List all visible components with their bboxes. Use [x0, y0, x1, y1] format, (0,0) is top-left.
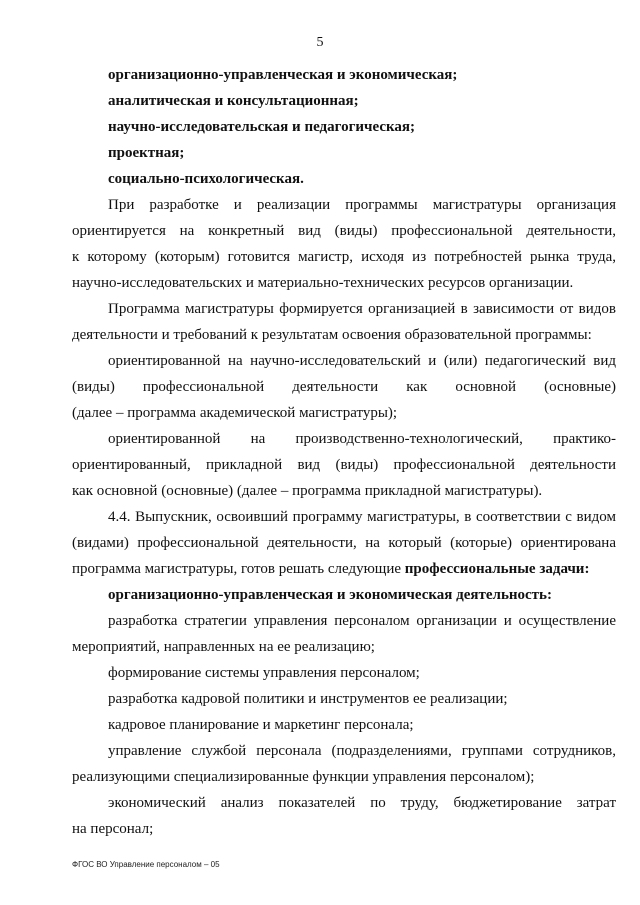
task-line: управление службой персонала (подразделениями, группами сотрудников,: [108, 743, 616, 759]
task-line: формирование системы управления персоналом;: [108, 665, 420, 681]
paragraph-line: деятельности и требований к результатам освоения образовательной программы:: [72, 327, 592, 343]
paragraph-line: ориентированной на научно-исследовательский и (или) педагогический вид: [108, 353, 616, 369]
paragraph-line: [72, 556, 616, 582]
paragraph-line: Программа магистратуры формируется организацией в зависимости от видов: [108, 301, 616, 317]
task-line: реализующими специализированные функции управления персоналом);: [72, 769, 535, 785]
page-number: 5: [316, 35, 324, 50]
paragraph-line: 4.4. Выпускник, освоивший программу магистратуры, в соответствии с видом: [108, 509, 616, 525]
activity-item: научно-исследовательская и педагогическая;: [108, 119, 416, 135]
activity-item: социально-психологическая.: [108, 171, 304, 187]
professional-tasks-label: профессиональные задачи:: [404, 561, 590, 577]
task-line: экономический анализ показателей по труду, бюджетирование затрат: [108, 795, 616, 811]
task-line: кадровое планирование и маркетинг персонала;: [108, 717, 414, 733]
paragraph-line: к которому (которым) готовится магистр, исходя из потребностей рынка труда,: [72, 249, 616, 265]
paragraph-line: (виды) профессиональной деятельности как основной (основные): [72, 379, 616, 395]
activity-item: аналитическая и консультационная;: [108, 93, 359, 109]
task-line: на персонал;: [72, 821, 154, 837]
task-line: разработка кадровой политики и инструментов ее реализации;: [108, 691, 508, 707]
paragraph-line: (видами) профессиональной деятельности, на который (которые) ориентирована: [72, 535, 616, 551]
paragraph-line: ориентированный, прикладной вид (виды) профессиональной деятельности: [72, 457, 616, 473]
task-line: мероприятий, направленных на ее реализацию;: [72, 639, 375, 655]
activity-item: проектная;: [108, 145, 185, 161]
paragraph-line: как основной (основные) (далее – программа прикладной магистратуры).: [72, 483, 543, 499]
paragraph-line: При разработке и реализации программы магистратуры организация: [108, 197, 616, 213]
section-heading: организационно-управленческая и экономическая деятельность:: [108, 587, 552, 603]
page-body: [72, 62, 616, 842]
paragraph-line: научно-исследовательских и материально-технических ресурсов организации.: [72, 275, 574, 291]
activity-item: организационно-управленческая и экономическая;: [108, 67, 458, 83]
task-line: разработка стратегии управления персоналом организации и осуществление: [108, 613, 616, 629]
paragraph-line: (далее – программа академической магистратуры);: [72, 405, 398, 421]
paragraph-line: ориентируется на конкретный вид (виды) профессиональной деятельности,: [72, 223, 616, 239]
page-footer: ФГОС ВО Управление персоналом – 05: [72, 860, 220, 869]
paragraph-text: программа магистратуры, готов решать следующие: [72, 561, 405, 577]
paragraph-line: ориентированной на производственно-технологический, практико-: [108, 431, 616, 447]
